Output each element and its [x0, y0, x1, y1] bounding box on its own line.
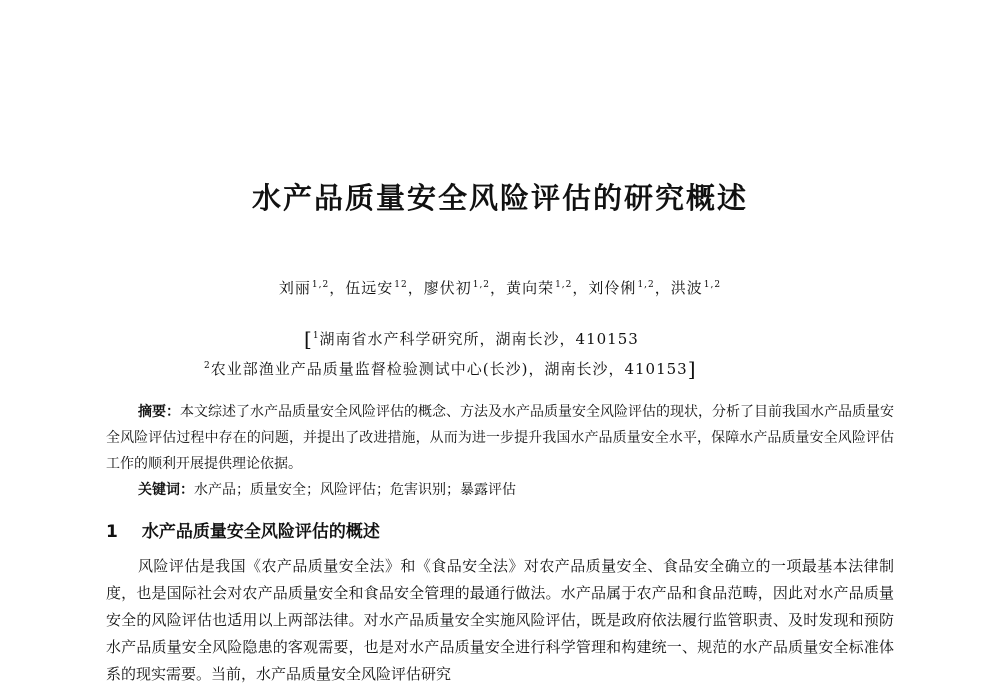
author-affiliation-mark: 1,2 [637, 280, 655, 290]
author-affiliation-mark: 12 [394, 280, 408, 290]
author [279, 279, 345, 297]
author-name: 廖伏初 [423, 279, 472, 297]
affiliation-close-bracket: ] [687, 357, 697, 381]
section-body [106, 553, 894, 688]
author [588, 279, 670, 297]
author-name: 伍远安 [345, 279, 394, 297]
paper-title: 水产品质量安全风险评估的研究概述 [251, 181, 748, 215]
body-paragraph: 风险评估是我国《农产品质量安全法》和《食品安全法》对农产品质量安全、食品安全确立的一项最基本法律制度，也是国际社会对农产品质量安全和食品安全管理的最通行做法。水产品属于农产品和食品范畴，因此对水产品质量安全的风险评估也适用以上两部法律。对水产品质量安全实施风险评估，既是政府依法履行监管职责、及时发现和预防水产品质量安全风险隐患的客观需要，也是对水产品质量安全进行科学管理和构建统一、规范的水产品质量安全标准体系的现实需要。当前，水产品质量安全风险评估研究 [106, 557, 894, 683]
affiliation-mark: 2 [204, 361, 211, 371]
abstract-label: 摘要： [138, 404, 180, 420]
abstract-text: 本文综述了水产品质量安全风险评估的概念、方法及水产品质量安全风险评估的现状，分析了目前我国水产品质量安全风险评估过程中存在的问题，并提出了改进措施，从而为进一步提升我国水产品质量安全水平，保障水产品质量安全风险评估工作的顺利开展提供理论依据。 [106, 404, 894, 472]
affiliation-2 [204, 358, 697, 379]
author-name: 洪波 [670, 279, 703, 297]
section-heading [106, 517, 380, 542]
author-affiliation-mark: 1,2 [555, 280, 573, 290]
author-separator: ， [654, 279, 671, 297]
affiliation-text: 湖南省水产科学研究所，湖南长沙，410153 [319, 330, 639, 348]
author-affiliation-mark: 1,2 [703, 280, 722, 290]
author-affiliation-mark: 1,2 [311, 280, 330, 290]
affiliation-text: 农业部渔业产品质量监督检验测试中心(长沙)，湖南长沙，410153 [210, 360, 688, 378]
keywords-label: 关键词： [138, 482, 194, 498]
author-list [0, 277, 1000, 298]
author-name: 刘丽 [278, 279, 311, 297]
author-name: 刘伶俐 [588, 279, 637, 297]
keywords [138, 479, 516, 499]
keywords-text: 水产品；质量安全；风险评估；危害识别；暴露评估 [194, 482, 516, 498]
author-affiliation-mark: 1,2 [472, 280, 491, 290]
author-separator: ， [329, 279, 346, 297]
section-number: 1 [106, 522, 118, 542]
author [345, 279, 423, 297]
abstract [106, 399, 894, 477]
author-separator: ， [407, 279, 424, 297]
author-name: 黄向荣 [506, 279, 555, 297]
author [671, 279, 721, 297]
author [424, 279, 506, 297]
author-separator: ， [572, 279, 589, 297]
section-title: 水产品质量安全风险评估的概述 [141, 522, 380, 542]
affiliation-mark: 1 [312, 331, 320, 341]
affiliation-1 [304, 328, 639, 349]
author-separator: ， [490, 279, 507, 297]
author [506, 279, 588, 297]
affiliation-open-bracket: [ [304, 327, 313, 351]
